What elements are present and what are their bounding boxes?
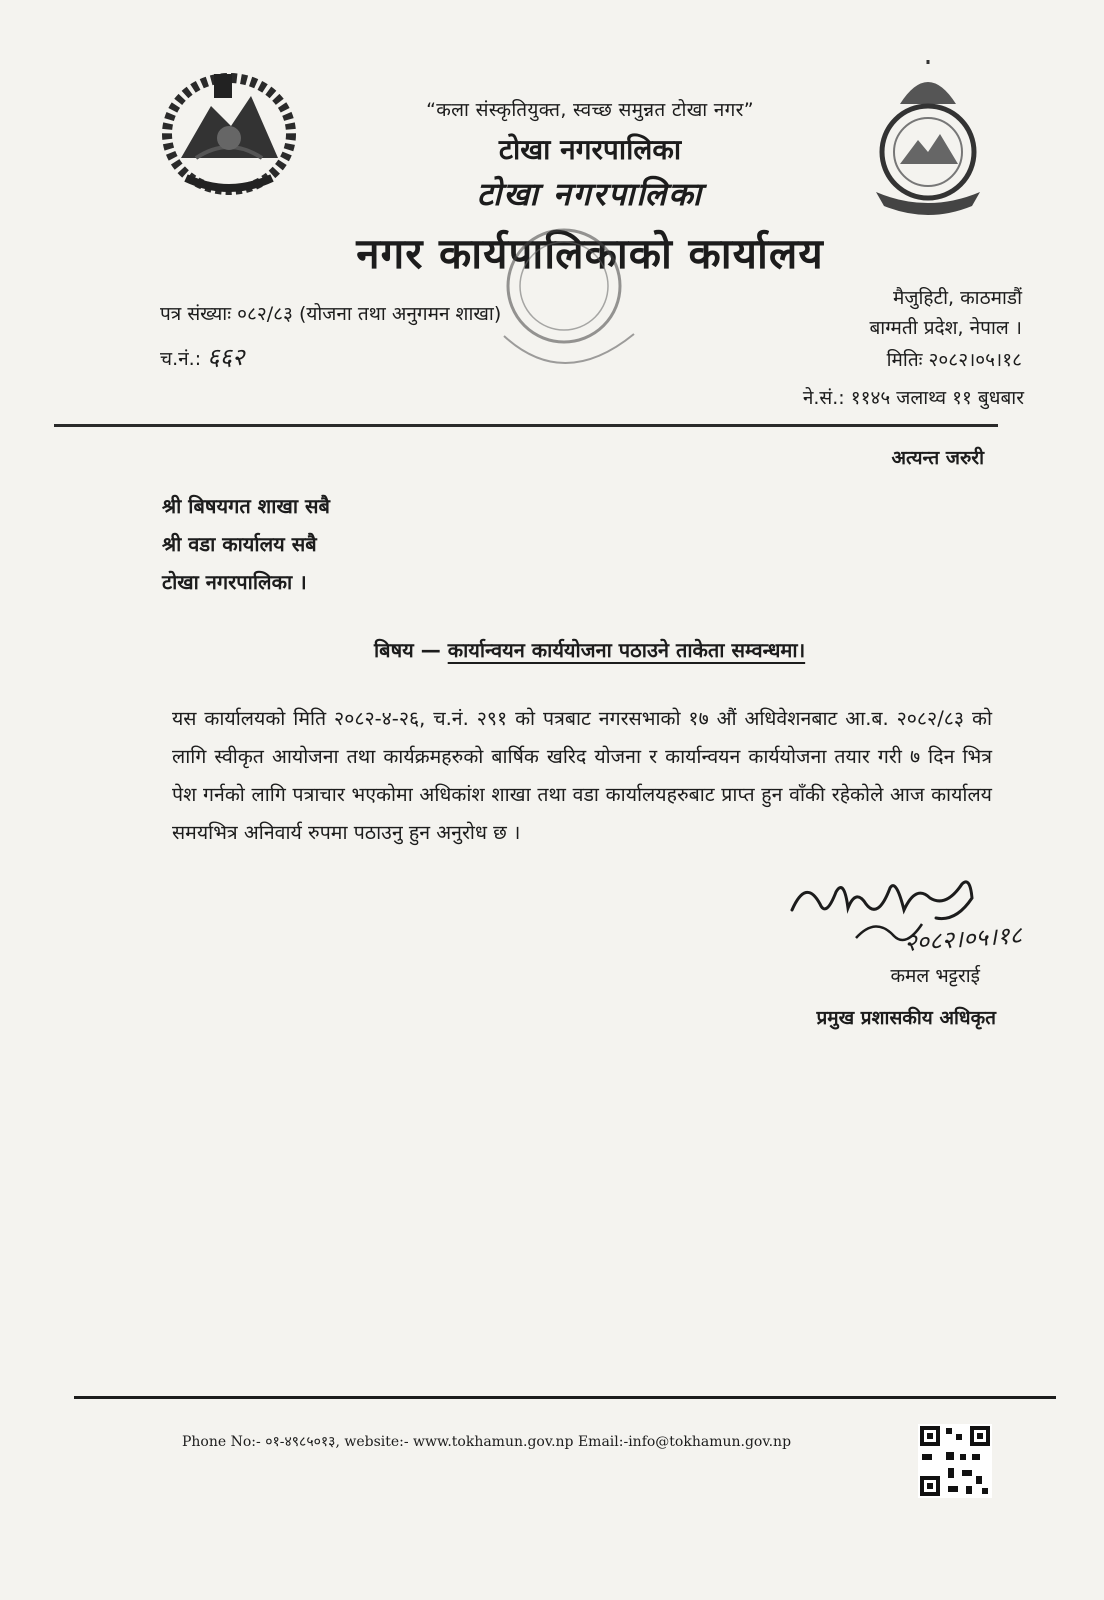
address-line-2: बाग्मती प्रदेश, नेपाल । [869,317,1022,339]
subject-text: कार्यान्वयन कार्ययोजना पठाउने ताकेता सम्वन्धमा। [447,638,806,662]
signature-date: २०८२।०५।१८ [903,920,1023,958]
municipality-name-stylized: टोखा नगरपालिका [476,175,704,213]
header-divider [54,424,998,427]
urgency-label: अत्यन्त जरुरी [891,447,984,469]
recipient-line: टोखा नगरपालिका । [162,570,307,594]
office-title: नगर कार्यपालिकाको कार्यालय [356,229,824,278]
nepal-emblem-icon [156,66,302,200]
municipality-name: टोखा नगरपालिका [498,133,682,166]
subject-label: बिषय — [374,638,441,662]
qr-code-icon [918,1424,992,1498]
recipient-line: श्री बिषयगत शाखा सबै [162,494,330,518]
recipient-line: श्री वडा कार्यालय सबै [162,532,317,556]
motto: “कला संस्कृतियुक्त, स्वच्छ समुन्नत टोखा नगर” [426,99,754,121]
dispatch-number-value: ६६२ [207,343,245,371]
nepal-sambat-date: ने.सं.: ११४५ जलाथ्व ११ बुधबार [802,387,1024,409]
municipality-logo-icon [866,60,990,220]
signatory-name: कमल भट्टराई [890,965,980,987]
footer-contact: Phone No:- ०१-४९८५०१३, website:- www.tokhamun.gov.np Email:-info@tokhamun.gov.np [182,1434,792,1450]
office-stamp-icon [484,216,644,396]
dispatch-number-label: च.नं.: [160,348,202,370]
letter-reference-number: पत्र संख्याः ०८२/८३ (योजना तथा अनुगमन शाखा) [160,303,502,325]
subject-line [374,636,805,663]
letter-body: यस कार्यालयको मिति २०८२-४-२६, च.नं. २९१ को पत्रबाट नगरसभाको १७ औं अधिवेशनबाट आ.ब. २०८२/८३ को लागि स्वीकृत आयोजना तथा कार्यक्रमहरुको बार्षिक खरिद योजना र कार्यान्वयन कार्ययोजना तयार गरी ७ दिन भित्र पेश गर्नको लागि पत्राचार भएकोमा अधिकांश शाखा तथा वडा कार्यालयहरुबाट प्राप्त हुन वाँकी रहेकोले आज कार्यालय समयभित्र अनिवार्य रुपमा पठाउनु हुन अनुरोध छ । [172,707,992,844]
signatory-title: प्रमुख प्रशासकीय अधिकृत [816,1007,996,1029]
address-line-1: मैजुहिटी, काठमाडौं [893,287,1022,309]
dispatch-number [160,340,245,373]
letter-date: मितिः २०८२।०५।१८ [886,349,1022,371]
footer-divider [74,1396,1056,1399]
